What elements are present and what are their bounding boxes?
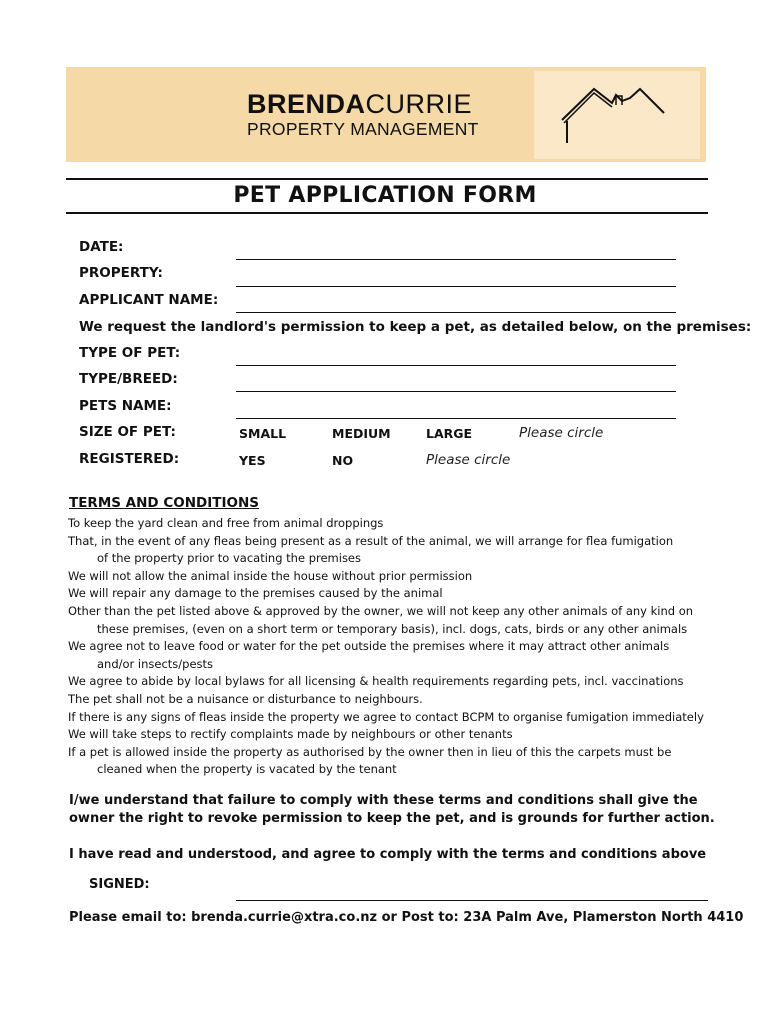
house-roof-icon <box>560 83 670 145</box>
size-option-large[interactable]: LARGE <box>426 426 473 441</box>
size-option-small[interactable]: SMALL <box>239 426 287 441</box>
compliance-statement: I/we understand that failure to comply with these terms and conditions shall give the owner the right to revoke permission to keep the pet, and is grounds for further action. <box>69 793 715 826</box>
property-line[interactable] <box>236 286 676 287</box>
terms-line: Other than the pet listed above & approved by the owner, we will not keep any other animals of any kind on <box>68 603 694 618</box>
terms-line: If a pet is allowed inside the property as authorised by the owner then in lieu of this the carpets must be <box>68 744 672 759</box>
contact-email-line: Please email to: brenda.currie@xtra.co.nz or Post to: 23A Palm Ave, Plamerston North 4410 <box>69 910 744 925</box>
terms-line: cleaned when the property is vacated by the tenant <box>97 762 397 777</box>
signature-line[interactable] <box>236 900 708 901</box>
header-banner <box>66 67 706 162</box>
brand-name-bold: BRENDA <box>247 89 366 119</box>
registered-option-yes[interactable]: YES <box>239 453 266 468</box>
date-line[interactable] <box>236 259 676 260</box>
type-breed-line[interactable] <box>236 391 676 392</box>
permission-statement: We request the landlord's permission to keep a pet, as detailed below, on the premises: <box>79 319 752 335</box>
brand-name <box>247 89 472 120</box>
size-of-pet-label: SIZE OF PET: <box>79 424 176 440</box>
date-label: DATE: <box>79 239 124 255</box>
terms-list <box>68 515 748 779</box>
pets-name-line[interactable] <box>236 418 676 419</box>
terms-line: We agree not to leave food or water for the pet outside the premises where it may attract other animals <box>68 639 670 654</box>
form-title: PET APPLICATION FORM <box>233 183 537 208</box>
type-of-pet-label: TYPE OF PET: <box>79 345 181 361</box>
type-of-pet-line[interactable] <box>236 365 676 366</box>
pets-name-label: PETS NAME: <box>79 398 172 414</box>
terms-line: and/or insects/pests <box>97 656 214 671</box>
terms-line: To keep the yard clean and free from animal droppings <box>68 516 384 530</box>
terms-line: The pet shall not be a nuisance or disturbance to neighbours. <box>68 691 423 706</box>
applicant-name-line[interactable] <box>236 312 676 313</box>
terms-line: these premises, (even on a short term or temporary basis), incl. dogs, cats, birds or any other animals <box>97 621 688 636</box>
agreement-statement: I have read and understood, and agree to comply with the terms and conditions above <box>69 847 707 862</box>
terms-line: We will not allow the animal inside the house without prior permission <box>68 568 473 583</box>
title-rule-top <box>66 178 708 180</box>
brand-subtitle: PROPERTY MANAGEMENT <box>247 119 479 139</box>
type-breed-label: TYPE/BREED: <box>79 371 178 387</box>
brand-name-regular: CURRIE <box>365 89 473 119</box>
size-circle-note: Please circle <box>519 425 604 441</box>
terms-line: We agree to abide by local bylaws for all licensing & health requirements regarding pets, incl. vaccinations <box>68 674 684 689</box>
terms-line: That, in the event of any fleas being present as a result of the animal, we will arrange for flea fumigation <box>68 533 674 548</box>
registered-circle-note: Please circle <box>426 452 511 468</box>
title-rule-bottom <box>66 212 708 214</box>
size-option-medium[interactable]: MEDIUM <box>332 426 391 441</box>
applicant-name-label: APPLICANT NAME: <box>79 292 219 308</box>
property-label: PROPERTY: <box>79 265 163 281</box>
terms-line: We will take steps to rectify complaints made by neighbours or other tenants <box>68 727 513 742</box>
registered-option-no[interactable]: NO <box>332 453 354 468</box>
terms-line: of the property prior to vacating the premises <box>97 551 362 566</box>
terms-line: If there is any signs of fleas inside the property we agree to contact BCPM to organise fumigation immediately <box>68 709 704 724</box>
registered-label: REGISTERED: <box>79 451 180 467</box>
terms-heading: TERMS AND CONDITIONS <box>69 495 259 511</box>
terms-line: We will repair any damage to the premises caused by the animal <box>68 586 443 601</box>
signed-label: SIGNED: <box>89 877 150 892</box>
